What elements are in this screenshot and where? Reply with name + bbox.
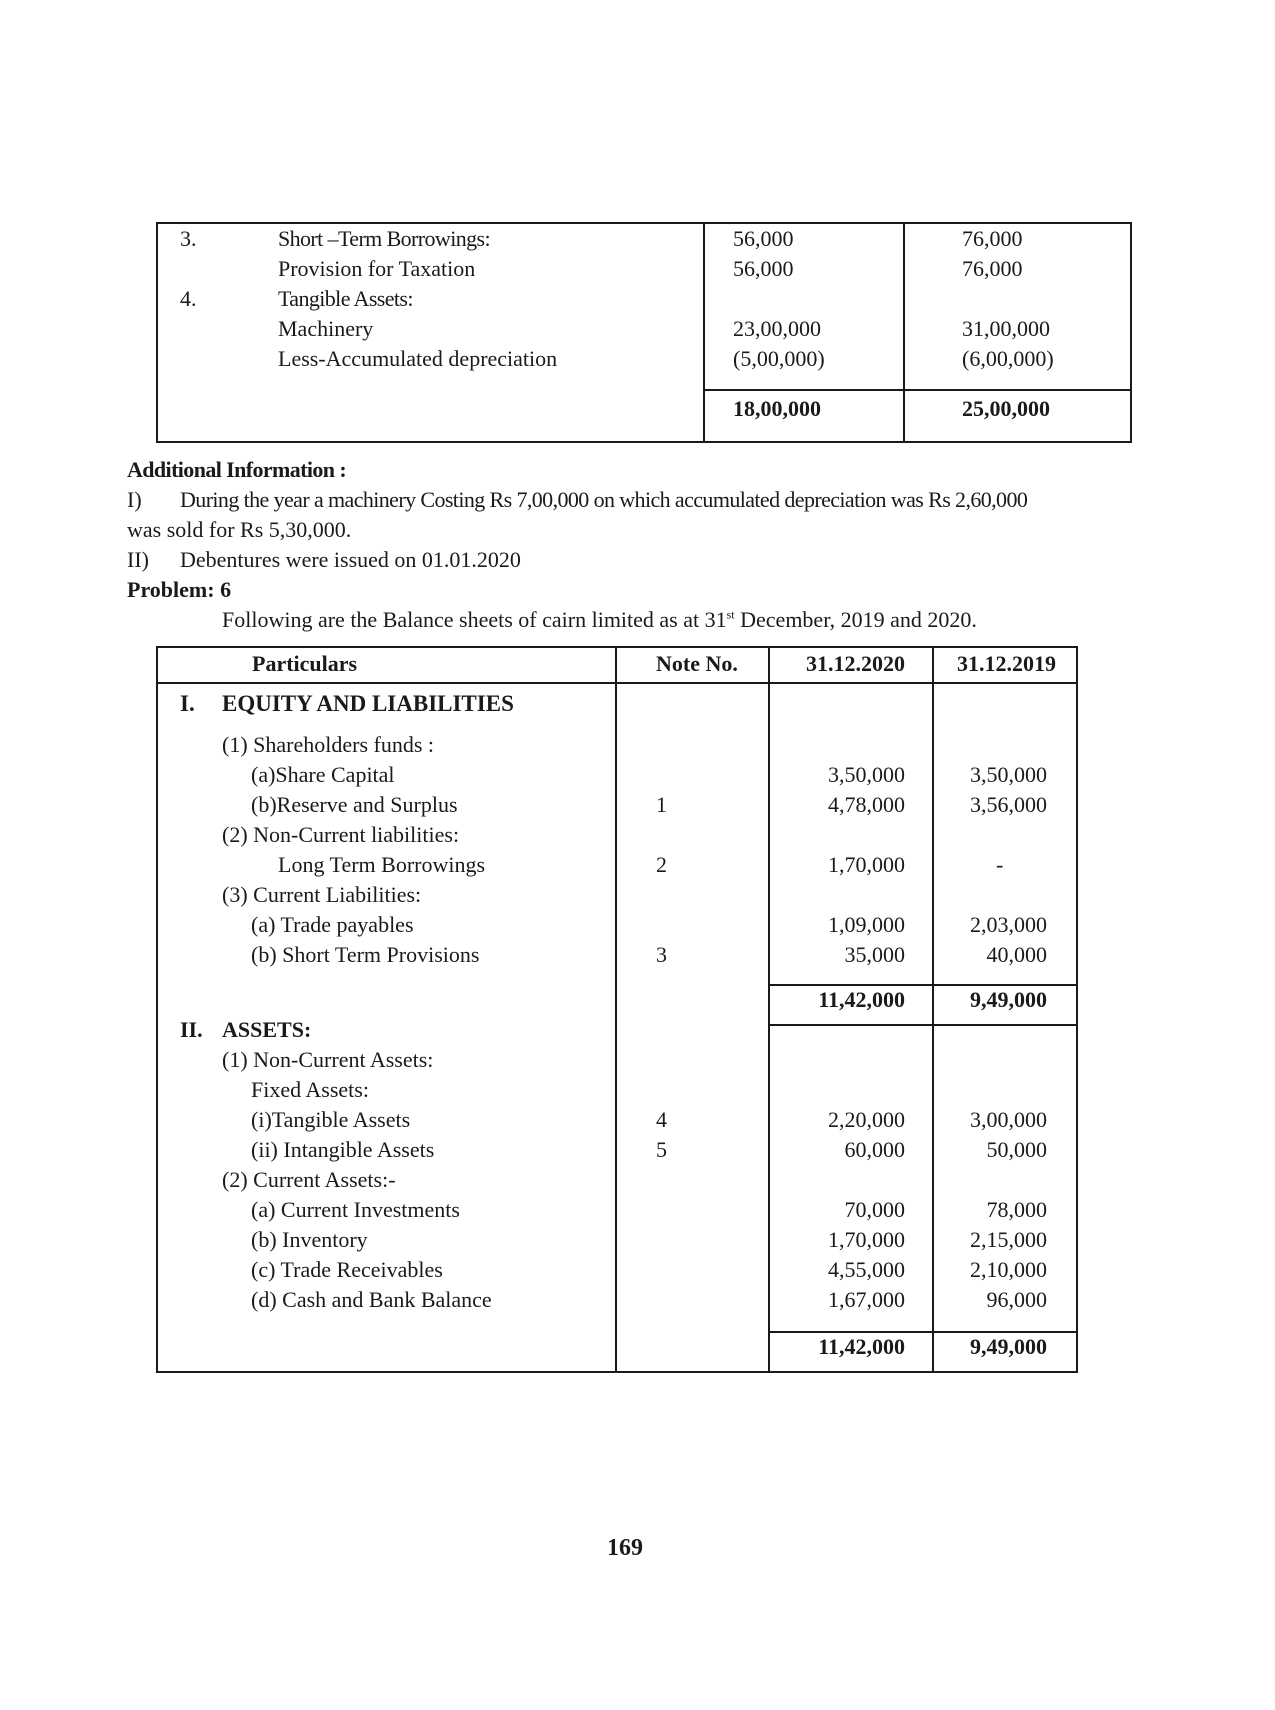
row-label: (2) Current Assets:- — [222, 1167, 396, 1192]
value-col-2: (6,00,000) — [962, 346, 1054, 371]
row-label: (b) Inventory — [251, 1227, 368, 1252]
value-2020: 4,78,000 — [828, 792, 905, 817]
value-2020: 70,000 — [844, 1197, 905, 1222]
row-label: (b) Short Term Provisions — [251, 942, 480, 967]
table-column-divider — [703, 222, 705, 443]
value-2019: 40,000 — [986, 942, 1047, 967]
value-2019: - — [996, 852, 1004, 877]
row-label: (i)Tangible Assets — [251, 1107, 411, 1132]
table-column-divider — [903, 222, 905, 443]
row-label: Tangible Assets: — [278, 286, 413, 311]
additional-info-heading: Additional Information : — [127, 457, 347, 482]
row-label: (1) Shareholders funds : — [222, 732, 435, 757]
header-year-2019: 31.12.2019 — [957, 651, 1056, 676]
table-border-right — [1130, 222, 1132, 443]
value-col-1: (5,00,000) — [733, 346, 825, 371]
table-border-right — [1076, 646, 1078, 1373]
table-column-divider — [932, 646, 934, 1373]
note-number: 2 — [656, 852, 667, 877]
row-label: Fixed Assets: — [251, 1077, 369, 1102]
note-number: 3 — [656, 942, 667, 967]
total-2019: 9,49,000 — [970, 987, 1047, 1012]
table-column-divider — [768, 646, 770, 1373]
value-2019: 50,000 — [986, 1137, 1047, 1162]
total-rule — [768, 1024, 1078, 1026]
value-col-1: 56,000 — [733, 226, 794, 251]
value-2020: 3,50,000 — [828, 762, 905, 787]
total-col-2: 25,00,000 — [962, 396, 1050, 421]
row-label: Provision for Taxation — [278, 256, 476, 281]
value-2020: 60,000 — [844, 1137, 905, 1162]
header-particulars: Particulars — [252, 651, 358, 676]
row-label: (a) Trade payables — [251, 912, 414, 937]
total-2020: 11,42,000 — [818, 987, 905, 1012]
row-label: (c) Trade Receivables — [251, 1257, 443, 1282]
info-item-text: During the year a machinery Costing Rs 7,00,000 on which accumulated depreciation was Rs 2,60,000 — [180, 487, 1028, 512]
value-2019: 2,15,000 — [970, 1227, 1047, 1252]
value-2019: 78,000 — [986, 1197, 1047, 1222]
total-rule — [703, 389, 1132, 391]
value-2020: 1,70,000 — [828, 852, 905, 877]
value-2020: 1,70,000 — [828, 1227, 905, 1252]
row-number: 3. — [180, 226, 197, 251]
table-border-top — [156, 646, 1078, 648]
page-number: 169 — [607, 1535, 643, 1561]
value-col-2: 76,000 — [962, 256, 1023, 281]
value-2019: 3,00,000 — [970, 1107, 1047, 1132]
header-year-2020: 31.12.2020 — [806, 651, 905, 676]
value-col-2: 31,00,000 — [962, 316, 1050, 341]
problem-intro-text: Following are the Balance sheets of cairn limited as at 31 — [222, 607, 727, 632]
note-number: 1 — [656, 792, 667, 817]
row-label: Long Term Borrowings — [278, 852, 486, 877]
table-border-bottom — [156, 1371, 1078, 1373]
value-col-2: 76,000 — [962, 226, 1023, 251]
row-label: Short –Term Borrowings: — [278, 226, 490, 251]
value-2019: 2,10,000 — [970, 1257, 1047, 1282]
note-number: 5 — [656, 1137, 667, 1162]
value-2020: 35,000 — [844, 942, 905, 967]
section-number: I. — [180, 691, 195, 716]
section-number: II. — [180, 1017, 203, 1042]
section-title-equity-liabilities: EQUITY AND LIABILITIES — [222, 691, 514, 716]
table-column-divider — [615, 646, 617, 1373]
row-label: (1) Non-Current Assets: — [222, 1047, 434, 1072]
row-number: 4. — [180, 286, 197, 311]
value-col-1: 23,00,000 — [733, 316, 821, 341]
value-2019: 3,56,000 — [970, 792, 1047, 817]
row-label: (3) Current Liabilities: — [222, 882, 422, 907]
problem-intro — [222, 605, 977, 635]
problem-intro-text-end: December, 2019 and 2020. — [734, 607, 977, 632]
info-item-marker: II) — [127, 547, 149, 572]
row-label: Machinery — [278, 316, 374, 341]
table-border-left — [156, 646, 158, 1373]
info-item-marker: I) — [127, 487, 142, 512]
value-2019: 3,50,000 — [970, 762, 1047, 787]
row-label: Less-Accumulated depreciation — [278, 346, 558, 371]
ordinal-suffix: st — [726, 607, 735, 622]
value-2020: 4,55,000 — [828, 1257, 905, 1282]
total-col-1: 18,00,000 — [733, 396, 821, 421]
problem-title: Problem: 6 — [127, 577, 232, 602]
value-2020: 1,67,000 — [828, 1287, 905, 1312]
value-2020: 2,20,000 — [828, 1107, 905, 1132]
section-title-assets: ASSETS: — [222, 1017, 312, 1042]
row-label: (d) Cash and Bank Balance — [251, 1287, 492, 1312]
value-col-1: 56,000 — [733, 256, 794, 281]
total-2019: 9,49,000 — [970, 1334, 1047, 1359]
header-rule — [156, 682, 1078, 684]
info-item-text: Debentures were issued on 01.01.2020 — [180, 547, 521, 572]
value-2020: 1,09,000 — [828, 912, 905, 937]
row-label: (a) Current Investments — [251, 1197, 460, 1222]
row-label: (b)Reserve and Surplus — [251, 792, 458, 817]
table-border-left — [156, 222, 158, 443]
note-number: 4 — [656, 1107, 667, 1132]
row-label: (ii) Intangible Assets — [251, 1137, 435, 1162]
info-item-text-continued: was sold for Rs 5,30,000. — [127, 517, 352, 542]
total-2020: 11,42,000 — [818, 1334, 905, 1359]
row-label: (a)Share Capital — [251, 762, 395, 787]
value-2019: 96,000 — [986, 1287, 1047, 1312]
table-border-bottom — [156, 441, 1132, 443]
value-2019: 2,03,000 — [970, 912, 1047, 937]
row-label: (2) Non-Current liabilities: — [222, 822, 460, 847]
header-note-no: Note No. — [656, 651, 738, 676]
